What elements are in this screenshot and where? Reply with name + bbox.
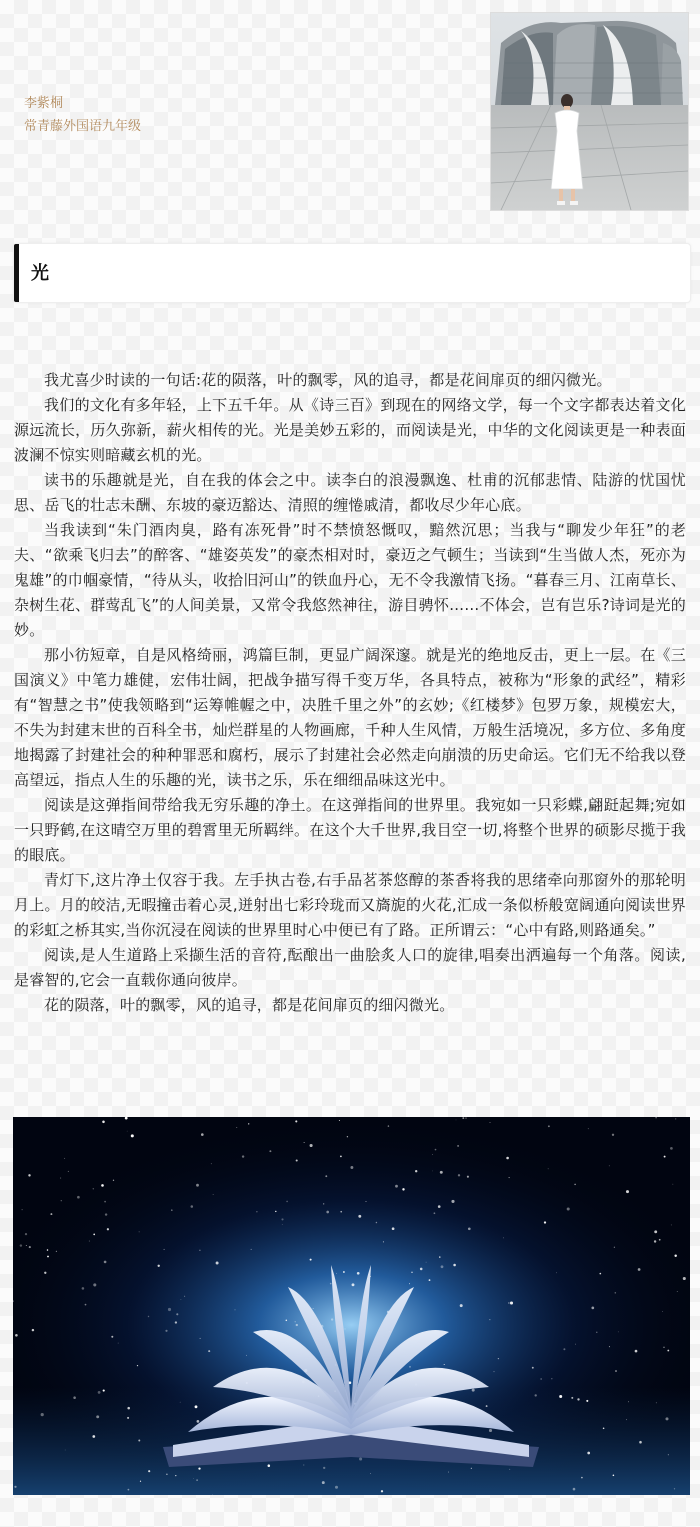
page-title: 光 <box>31 263 49 284</box>
paragraph: 我尤喜少时读的一句话:花的陨落，叶的飘零，风的追寻，都是花间扉页的细闪微光。 <box>44 371 612 389</box>
author-name: 李紫桐 <box>24 96 64 111</box>
author-info <box>24 92 141 138</box>
title-card <box>13 243 691 303</box>
paragraph: 读书的乐趣就是光，自在我的体会之中。读李白的浪漫飘逸、杜甫的沉郁悲情、陆游的忧国忧思、岳飞的壮志未酬、东坡的豪迈豁达、清照的缠惓戚清，都收尽少年心底。 <box>14 471 686 514</box>
paragraph: 阅读是这弹指间带给我无穷乐趣的净土。在这弹指间的世界里。我宛如一只彩蝶,翩跹起舞;宛如一只野鹤,在这晴空万里的碧霄里无所羁绊。在这个大千世界,我目空一切,将整个世界的硕影尽揽于我的眼底。 <box>14 796 686 864</box>
article-body <box>14 368 686 1018</box>
author-school: 常青藤外国语九年级 <box>24 119 142 134</box>
paragraph: 花的陨落，叶的飘零，风的追寻，都是花间扉页的细闪微光。 <box>44 996 455 1014</box>
paragraph: 青灯下,这片净土仅容于我。左手执古卷,右手品茗茶悠醇的茶香将我的思绪牵向那窗外的那轮明月上。月的皎洁,无暇撞击着心灵,迸射出七彩玲珑而又旖旎的火花,汇成一条似桥般宽阔通向阅读世界的彩虹之桥其实,当你沉浸在阅读的世界里时心中便已有了路。正所谓云：“心中有路,则路通矣。” <box>14 871 686 939</box>
paragraph: 阅读,是人生道路上采撷生活的音符,酝酿出一曲脍炙人口的旋律,唱奏出洒遍每一个角落。阅读,是睿智的,它会一直载你通向彼岸。 <box>14 946 686 989</box>
paragraph: 当我读到“朱门酒肉臭，路有冻死骨”时不禁愤怒慨叹，黯然沉思；当我与“聊发少年狂”的老夫、“欲乘飞归去”的醉客、“雄姿英发”的豪杰相对时，豪迈之气顿生；当读到“生当做人杰，死亦为鬼雄”的巾帼豪情，“待从头，收拾旧河山”的铁血丹心，无不令我激情飞扬。“暮春三月、江南草长、杂树生花、群莺乱飞”的人间美景，又常令我悠然神往，游目骋怀……不体会，岂有岂乐?诗词是光的妙。 <box>14 521 686 639</box>
paragraph: 我们的文化有多年轻，上下五千年。从《诗三百》到现在的网络文学，每一个文字都表达着文化源远流长，历久弥新，薪火相传的光。光是美妙五彩的，而阅读是光，中华的文化阅读更是一种表面波澜不惊实则暗藏玄机的光。 <box>14 396 686 464</box>
open-book-image <box>13 1117 690 1495</box>
title-accent-bar <box>14 244 19 302</box>
author-photo <box>490 12 689 211</box>
paragraph: 那小彷短章，自是风格绮丽，鸿篇巨制，更显广阔深邃。就是光的绝地反击，更上一层。在《三国演义》中笔力雄健，宏伟壮阔，把战争描写得千变万华，各具特点，被称为“形象的武经”，精彩有“智慧之书”使我领略到“运筹帷幄之中，决胜千里之外”的玄妙;《红楼梦》包罗万象，规模宏大，不失为封建末世的百科全书，灿烂群星的人物画廊，千种人生风情，万般生活境况，多方位、多角度地揭露了封建社会的种种罪恶和腐朽，展示了封建社会必然走向崩溃的历史命运。它们无不给我以登高望远，指点人生的乐趣的光，读书之乐，乐在细细品味这光中。 <box>14 646 686 789</box>
